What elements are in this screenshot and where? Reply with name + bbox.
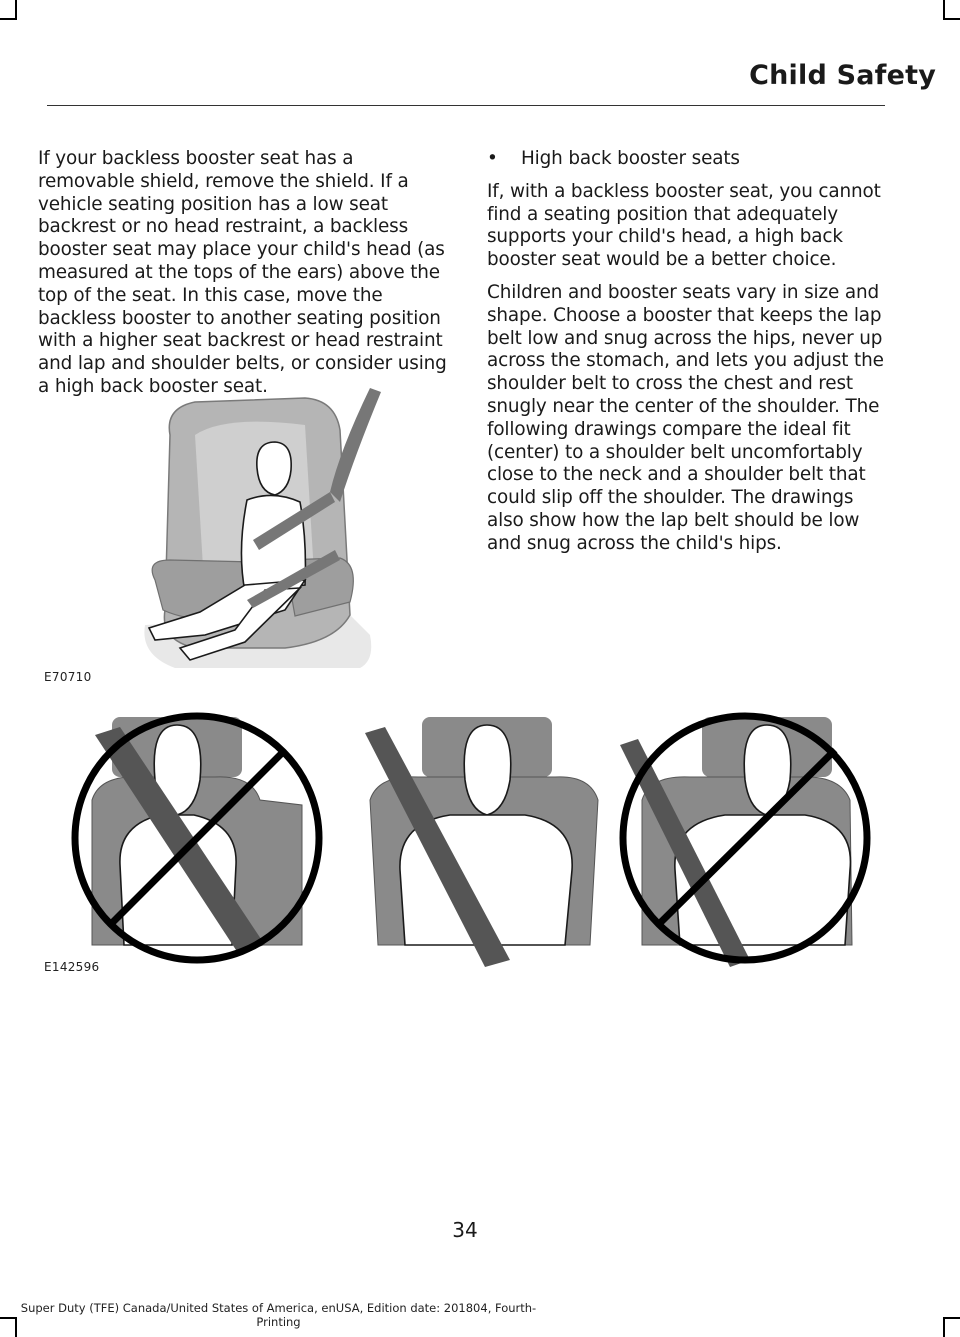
fit-paragraph: Children and booster seats vary in size and shape. Choose a booster that keeps the lap belt low and snug across the hips, never up across the stomach, and lets you adjust the shoulder belt to cross the chest and rest snugly near the center of the shoulder. The following drawings compare the ideal fit (center) to a shoulder belt uncomfortably close to the neck and a shoulder belt that could slip off the shoulder. The drawings also show how the lap belt should be low and snug across the child's hips.: [487, 281, 884, 554]
crop-mark: [943, 1317, 960, 1319]
bullet-item: [487, 148, 887, 171]
bullet-text: High back booster seats: [521, 148, 740, 169]
right-column: [487, 148, 887, 566]
crop-mark: [943, 0, 945, 20]
crop-mark: [0, 18, 17, 20]
figure-label: E142596: [44, 960, 100, 974]
page-title: Child Safety: [749, 60, 936, 91]
header-divider: [47, 105, 885, 106]
belt-fit-comparison-illustration: [60, 705, 910, 975]
high-back-paragraph: If, with a backless booster seat, you cannot find a seating position that adequately supports your child's head, a high back booster seat would be a better choice.: [487, 180, 881, 271]
left-column: [38, 148, 452, 409]
ideal-belt-fit-panel: [365, 717, 598, 967]
booster-shield-paragraph: If your backless booster seat has a removable shield, remove the shield. If a vehicle seating position has a low seat backrest or no head restraint, a backless booster seat may place your child's head (as measured at the tops of the ears) above the top of the seat. In this case, move the backless booster to another seating position with a higher seat backrest or head restraint and lap and shoulder belts, or consider using a high back booster seat.: [38, 148, 447, 397]
high-back-booster-illustration: [135, 380, 385, 680]
bullet-marker: •: [487, 148, 498, 169]
page-footer: Super Duty (TFE) Canada/United States of America, enUSA, Edition date: 201804, Fourth-Printing: [20, 1301, 537, 1329]
page-number: 34: [452, 1218, 478, 1242]
crop-mark: [15, 0, 17, 20]
belt-off-shoulder-panel: [620, 716, 867, 967]
crop-mark: [943, 18, 960, 20]
belt-too-close-to-neck-panel: [75, 716, 319, 960]
crop-mark: [943, 1317, 945, 1337]
figure-label: E70710: [44, 670, 92, 684]
